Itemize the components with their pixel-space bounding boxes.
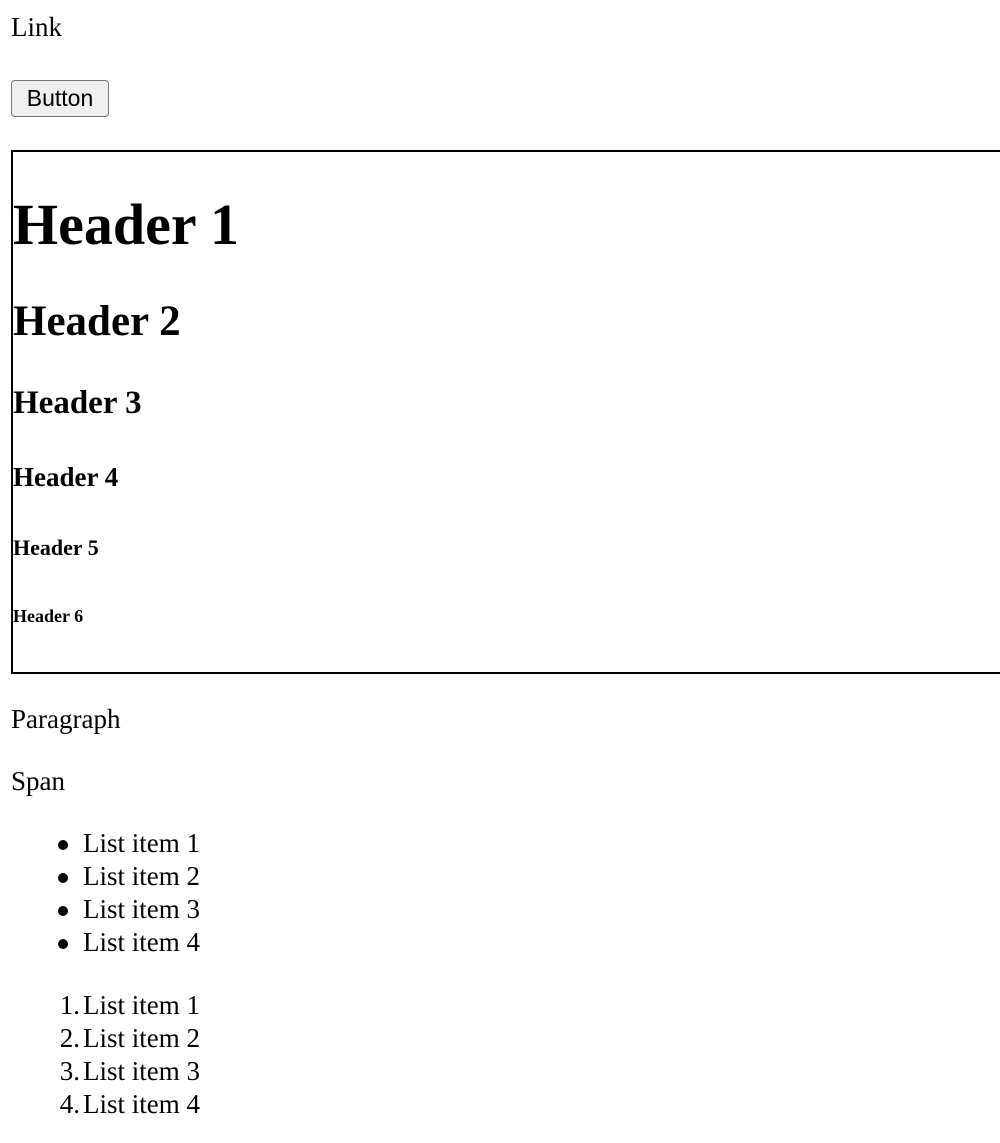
header-box: [11, 150, 1000, 674]
bullet-icon: [58, 939, 68, 949]
list-number: 2.: [59, 1023, 80, 1053]
header-5: Header 5: [13, 535, 99, 560]
list-item-label: List item 4: [83, 927, 200, 957]
list-item-label: List item 4: [83, 1089, 200, 1119]
list-item-label: List item 1: [83, 990, 200, 1020]
header-3: Header 3: [13, 385, 142, 421]
list-number: 4.: [59, 1089, 80, 1119]
bullet-icon: [58, 873, 68, 883]
link[interactable]: Link: [11, 12, 62, 42]
button[interactable]: Button: [11, 80, 109, 117]
list-item-label: List item 2: [83, 1023, 200, 1053]
header-6: Header 6: [13, 606, 84, 626]
paragraph: Paragraph: [11, 704, 121, 734]
span-text: Span: [11, 766, 65, 796]
list-item-label: List item 3: [83, 894, 200, 924]
list-item-label: List item 1: [83, 828, 200, 858]
list-number: 3.: [59, 1056, 80, 1086]
list-item-label: List item 3: [83, 1056, 200, 1086]
header-1: Header 1: [13, 192, 240, 257]
bullet-icon: [58, 840, 68, 850]
header-4: Header 4: [13, 462, 119, 492]
bullet-icon: [58, 906, 68, 916]
list-number: 1.: [59, 990, 80, 1020]
list-item-label: List item 2: [83, 861, 200, 891]
header-2: Header 2: [13, 298, 181, 345]
